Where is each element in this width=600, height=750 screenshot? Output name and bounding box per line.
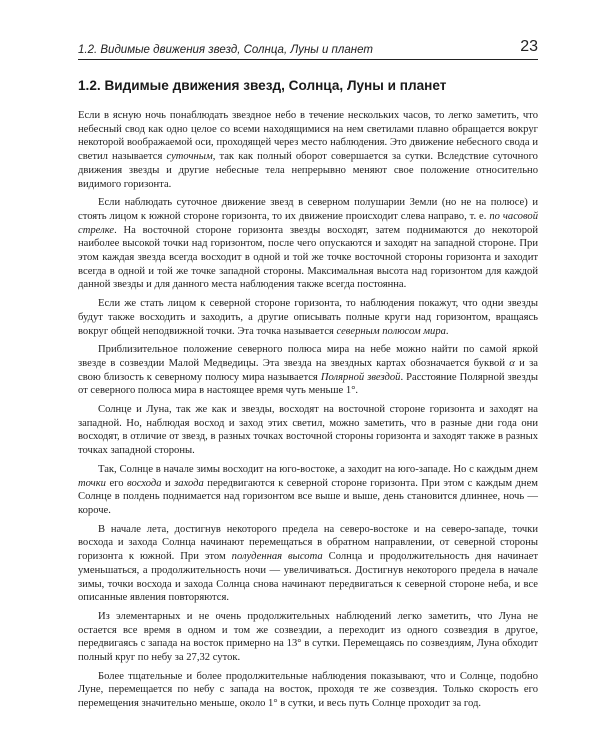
text-run: и за свою близость к северному полюсу мира называется: [78, 357, 538, 383]
text-run: Если в ясную ночь понаблюдать звездное небо в течение нескольких часов, то легко заметить, что небесный свод как одно целое со всеми находящимися на нем светилами плавно обращается вокруг некоторой воображаемой оси, проходящей через место наблюдения. Это движение небесного свода и светил называется: [78, 110, 538, 163]
running-header: [78, 36, 538, 60]
paragraph: [78, 403, 538, 458]
italic-term: по часовой стрелке: [78, 210, 538, 236]
italic-term: точки: [78, 477, 106, 489]
text-run: .: [445, 325, 449, 337]
text-run: . Расстояние Полярной звезды от северного полюса мира в настоящее время чуть меньше 1°.: [78, 371, 539, 397]
page-number: 23: [520, 38, 538, 55]
paragraph: [78, 670, 538, 711]
text-run: Солнца и продолжительность дня начинает уменьшаться, а продолжительность ночи — увеличиваться. Достигнув некоторого предела в начале зимы, точки восхода и захода Солнца снова начинают передвигаться к северной стороне неба, и все описанные явления повторяются.: [78, 551, 538, 604]
italic-term: северным полюсом мира: [336, 325, 446, 337]
text-run: . На восточной стороне горизонта звезды восходят, затем поднимаются до некоторой наиболее высокой точки над горизонтом, после чего опускаются и заходят на западной стороне. При этом каждая звезда всегда восходит в одной и той же точке восточной стороны горизонта и заходит всегда в одной и той же точке западной стороны. Максимальная высота над горизонтом для каждой данной звезды и для данного места наблюдения также всегда постоянна.: [78, 224, 538, 291]
body-text: [78, 109, 538, 711]
text-run: В начале лета, достигнув некоторого предела на северо-востоке и на северо-западе, точки восхода и захода Солнца начинают перемещаться в обратном направлении, от северной стороны горизонта к южной. При этом: [78, 523, 538, 563]
text-run: передвигаются к северной стороне горизонта. При этом с каждым днем Солнце в полдень поднимается над горизонтом все выше и выше, день становится длиннее, ночь — короче.: [78, 477, 538, 516]
text-run: Более тщательные и более продолжительные наблюдения показывают, что и Солнце, подобно Луне, перемещается по небу с запада на восток, проходя те же созвездия. Только скорость его перемещения значительно меньше, около 1° в сутки, и весь путь Солнце проходит за год.: [78, 670, 538, 710]
italic-term: восхода: [126, 477, 162, 489]
italic-term: Полярной звездой: [320, 371, 401, 383]
paragraph: [78, 297, 538, 338]
paragraph: [78, 523, 538, 605]
text-run: , так как полный оборот совершается за сутки. Вследствие суточного движения звезды и другие небесные тела непрерывно меняют свое положение относительно видимого горизонта.: [78, 151, 538, 190]
text-run: Приблизительное положение северного полюса мира на небе можно найти по самой яркой звезде в созвездии Малой Медведицы. Эта звезда на звездных картах обозначается буквой: [78, 344, 538, 369]
text-run: Так, Солнце в начале зимы восходит на юго-востоке, а заходит на юго-западе. Но с каждым днем: [98, 463, 538, 475]
text-run: Солнце и Луна, так же как и звезды, восходят на восточной стороне горизонта и заходят на западной. Но, наблюдая восход и заход этих светил, можно заметить, что в разные дни года они восходят, в отличие от звезд, в разных точках восточной стороны горизонта и заходят также в разных точках западной стороны.: [78, 404, 538, 457]
text-run: Из элементарных и не очень продолжительных наблюдений легко заметить, что Луна не остается все время в одном и том же созвездии, а переходит из одного созвездия в другое, передвигаясь с запада на восток примерно на 13° в сутки. Перемещаясь по созвездиям, Луна обходит полный круг по небу за 27,32 суток.: [78, 610, 538, 664]
italic-term: α: [509, 357, 515, 369]
paragraph: [78, 109, 538, 191]
paragraph: [78, 196, 538, 292]
text-run: и: [161, 477, 175, 489]
italic-term: захода: [174, 477, 204, 489]
italic-term: полуденная высота: [231, 551, 323, 563]
text-run: его: [105, 477, 127, 489]
paragraph: [78, 463, 538, 518]
section-title: 1.2. Видимые движения звезд, Солнца, Луны и планет: [78, 78, 447, 93]
running-title: 1.2. Видимые движения звезд, Солнца, Луны и планет: [78, 44, 373, 56]
paragraph: [78, 343, 538, 398]
paragraph: [78, 610, 538, 665]
italic-term: суточным: [166, 151, 213, 163]
text-run: Если же стать лицом к северной стороне горизонта, то наблюдения покажут, что одни звезды будут также восходить и заходить, а другие описывать полные круги над горизонтом, вращаясь вокруг общей неподвижной точки. Эта точка называется: [78, 298, 538, 337]
text-run: Если наблюдать суточное движение звезд в северном полушарии Земли (но не на полюсе) и стоять лицом к южной стороне горизонта, то их движение происходит слева направо, т. е.: [78, 197, 538, 222]
